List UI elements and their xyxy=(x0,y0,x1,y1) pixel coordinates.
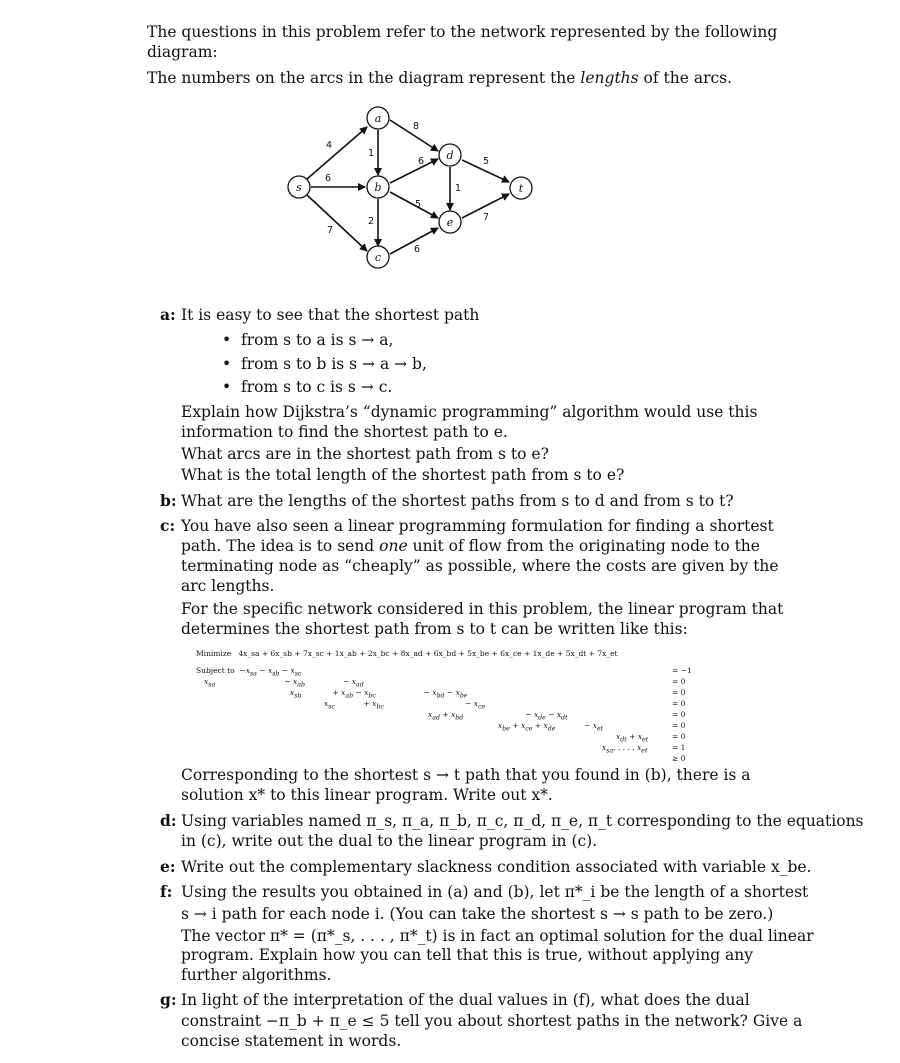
part-a-question-1: What arcs are in the shortest path from s to e? xyxy=(181,445,549,463)
lp-row-d: $x_{ad} + x_{bd}$ − $x_{de} - x_{dt}$ xyxy=(428,710,568,722)
label-ad: 8 xyxy=(412,121,420,132)
part-c-emphasis: one xyxy=(379,537,408,555)
part-a-bullet-2-text: from s to b is s → a → b, xyxy=(241,355,427,373)
node-s: s xyxy=(296,181,302,194)
part-f-line-3: The vector π* = (π*_s, . . . , π*_t) is in fact an optimal solution for the dual linear xyxy=(181,927,814,945)
arc-bd xyxy=(390,159,438,183)
part-f-label: f: xyxy=(160,882,173,901)
part-c-line-4: arc lengths. xyxy=(181,577,275,595)
lp-rhs-6: = 0 xyxy=(672,732,686,741)
lp-objective: 4x_sa + 6x_sb + 7x_sc + 1x_ab + 2x_bc + 8x_ad + 6x_bd + 5x_be + 6x_ce + 1x_de + 5x_dt + 7x_et xyxy=(238,649,618,658)
label-et: 7 xyxy=(482,212,490,223)
part-e-text: Write out the complementary slackness condition associated with variable x_be. xyxy=(181,858,812,876)
lp-subject-to: Subject to xyxy=(196,666,235,675)
part-f-line-4: program. Explain how you can tell that this is true, without applying any xyxy=(181,946,754,964)
part-g-label: g: xyxy=(160,990,177,1009)
part-a-para-1: Explain how Dijkstra’s “dynamic programming” algorithm would use this xyxy=(181,403,758,421)
part-a-bullet-1-text: from s to a is s → a, xyxy=(241,331,394,349)
lp-rhs-3: = 0 xyxy=(672,699,686,708)
arc-sc xyxy=(307,195,367,251)
part-c-line-2-post: unit of flow from the originating node to the xyxy=(407,537,760,555)
arc-sa xyxy=(307,127,367,179)
label-ab: 1 xyxy=(367,148,375,159)
lp-row-c: $x_{sc}$ + $x_{bc}$ − $x_{ce}$ xyxy=(324,699,486,711)
part-a-line-1: It is easy to see that the shortest path xyxy=(181,306,480,324)
part-g-line-3: concise statement in words. xyxy=(181,1032,402,1050)
label-sb: 6 xyxy=(324,173,332,184)
intro-line-3 xyxy=(147,68,732,88)
part-a-question-2: What is the total length of the shortest path from s to e? xyxy=(181,466,625,484)
part-c-after-1: Corresponding to the shortest s → t path that you found in (b), there is a xyxy=(181,766,751,784)
lp-nonneg-row: $x_{sa}$, . . . , $x_{et}$ xyxy=(602,743,648,755)
part-a-bullet-1: • from s to a is s → a, xyxy=(222,331,394,349)
lp-rhs-1: = 0 xyxy=(672,677,686,686)
part-d-line-2: in (c), write out the dual to the linear program in (c). xyxy=(181,832,598,850)
part-f-line-5: further algorithms. xyxy=(181,966,332,984)
lp-rhs-8: ≥ 0 xyxy=(672,754,686,763)
part-a-para-2: information to find the shortest path to e. xyxy=(181,423,508,441)
lp-objective-row xyxy=(196,648,618,659)
part-f-line-1: Using the results you obtained in (a) and (b), let π*_i be the length of a shortest xyxy=(181,883,809,901)
part-c-line-6: determines the shortest path from s to t can be written like this: xyxy=(181,620,688,638)
label-sa: 4 xyxy=(325,140,333,151)
part-d-label: d: xyxy=(160,811,177,830)
lp-rhs-4: = 0 xyxy=(672,710,686,719)
lp-rhs-7: = 1 xyxy=(672,743,686,752)
part-a-bullet-3: • from s to c is s → c. xyxy=(222,378,393,396)
part-c-after-2: solution x* to this linear program. Write out x*. xyxy=(181,786,553,804)
part-c-line-3: terminating node as “cheaply” as possible, where the costs are given by the xyxy=(181,557,779,575)
node-e: e xyxy=(446,216,454,229)
intro-line-2: diagram: xyxy=(147,43,218,61)
node-a: a xyxy=(374,112,382,125)
node-t: t xyxy=(518,182,524,195)
lp-rhs-5: = 0 xyxy=(672,721,686,730)
node-c: c xyxy=(374,251,382,264)
part-b-label: b: xyxy=(160,491,177,510)
part-a-bullet-3-text: from s to c is s → c. xyxy=(241,378,393,396)
lp-rhs-2: = 0 xyxy=(672,688,686,697)
part-c-label: c: xyxy=(160,516,176,535)
lp-minimize: Minimize xyxy=(196,649,232,658)
lp-row-e: $x_{be} + x_{ce} + x_{de}$ − $x_{et}$ xyxy=(498,721,604,733)
part-d-line-1: Using variables named π_s, π_a, π_b, π_c, π_d, π_e, π_t corresponding to the equations xyxy=(181,812,864,830)
part-g-line-1: In light of the interpretation of the dual values in (f), what does the dual xyxy=(181,991,750,1009)
intro-line-3-pre: The numbers on the arcs in the diagram represent the xyxy=(147,69,581,87)
lp-row-a: $x_{sa}$ − $x_{ab}$ − $x_{ad}$ xyxy=(204,677,364,689)
node-d: d xyxy=(446,149,454,162)
lp-subject-to-row: Subject to $-x_{sa} - x_{sb} - x_{sc}$ xyxy=(196,666,302,678)
part-e-label: e: xyxy=(160,857,176,876)
part-c-line-1: You have also seen a linear programming formulation for finding a shortest xyxy=(181,517,774,535)
part-c-line-2-pre: path. The idea is to send xyxy=(181,537,380,555)
intro-emphasis: lengths xyxy=(580,69,639,87)
part-c-line-5: For the specific network considered in this problem, the linear program that xyxy=(181,600,784,618)
network-diagram xyxy=(280,96,560,276)
part-a-bullet-2: • from s to b is s → a → b, xyxy=(222,355,427,373)
label-bd: 6 xyxy=(417,156,425,167)
intro-line-1: The questions in this problem refer to the network represented by the following xyxy=(147,23,778,41)
label-ce: 6 xyxy=(413,244,421,255)
part-c-line-2 xyxy=(181,536,760,556)
label-bc: 2 xyxy=(367,216,375,227)
part-g-line-2: constraint −π_b + π_e ≤ 5 tell you about shortest paths in the network? Give a xyxy=(181,1012,803,1030)
intro-line-3-post: of the arcs. xyxy=(638,69,733,87)
part-b-text: What are the lengths of the shortest paths from s to d and from s to t? xyxy=(181,492,734,510)
part-a-label: a: xyxy=(160,305,176,324)
part-f-line-2: s → i path for each node i. (You can take the shortest s → s path to be zero.) xyxy=(181,905,774,923)
label-de: 1 xyxy=(454,183,462,194)
label-dt: 5 xyxy=(482,156,490,167)
lp-row-t: $x_{dt} + x_{et}$ xyxy=(616,732,649,744)
lp-row-b: $x_{sb}$ + $x_{ab} - x_{bc}$ − $x_{bd} - x_{be}$ xyxy=(290,688,468,700)
node-b: b xyxy=(374,181,382,194)
label-sc: 7 xyxy=(326,225,334,236)
label-be: 5 xyxy=(414,199,422,210)
lp-rhs-0: = −1 xyxy=(672,666,692,675)
